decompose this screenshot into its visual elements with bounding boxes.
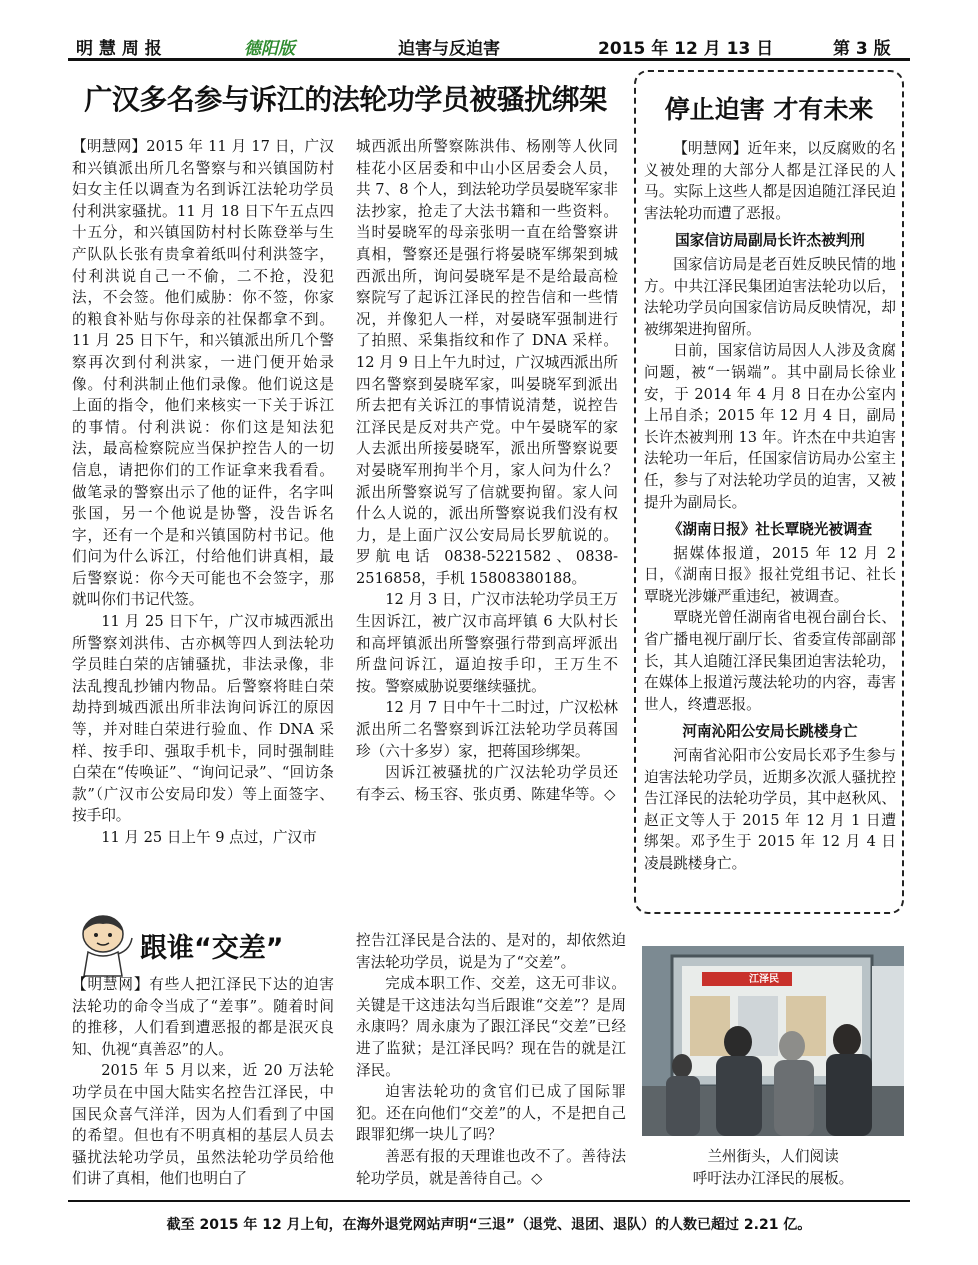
sidebar-paragraph: 国家信访局是老百姓反映民情的地方。中共江泽民集团迫害法轮功以后，法轮功学员向国家信访局反映情况，却被绑架进拘留所。 — [644, 255, 896, 338]
article2-paragraph: 完成本职工作、交差，这无可非议。关键是干这违法勾当后跟谁“交差”？是周永康吗？周永康为了跟江泽民“交差”已经进了监狱；是江泽民吗？现在告的就是江泽民。 — [356, 975, 626, 1079]
paper-name: 明 慧 周 报 — [76, 39, 162, 59]
page-header — [68, 28, 910, 61]
sidebar-paragraph: 河南省沁阳市公安局长邓予生参与迫害法轮功学员，近期多次派人骚扰控告江泽民的法轮功学员，其中赵秋风、赵正文等人于 2015 年 12 月 1 日遭绑架。邓予生于 2015 年 12 月 4 日凌晨跳楼身亡。 — [644, 747, 896, 872]
mascot-illustration — [70, 910, 136, 980]
sidebar-heading: 河南沁阳公安局长跳楼身亡 — [682, 723, 858, 741]
photo-board-title: 江泽民 — [749, 974, 779, 985]
issue-date: 2015 年 12 月 13 日 — [598, 39, 774, 59]
article2-paragraph: 2015 年 5 月以来，近 20 万法轮功学员在中国大陆实名控告江泽民，中国民众喜气洋洋，因为人们看到了中国的希望。但也有不明真相的基层人员去骚扰法轮功学员，虽然法轮功学员给他们讲了真相，他们也明白了 — [72, 1062, 334, 1188]
article2-paragraph: 迫害法轮功的贪官们已成了国际罪犯。还在向他们“交差”的人，不是把自己跟罪犯绑一块儿了吗？ — [356, 1083, 626, 1144]
sidebar-paragraph: 覃晓光曾任湖南省电视台副台长、省广播电视厅副厅长、省委宣传部副部长，其人追随江泽民集团迫害法轮功，在媒体上报道污蔑法轮功的内容，毒害世人，终遭恶报。 — [644, 609, 896, 713]
sidebar-heading: 国家信访局副局长许杰被判刑 — [675, 232, 865, 250]
street-photo — [642, 946, 904, 1136]
sidebar-paragraph: 据媒体报道，2015 年 12 月 2 日，《湖南日报》报社党组书记、社长覃晓光涉嫌严重违纪，被调查。 — [644, 544, 896, 605]
article2-paragraph: 控告江泽民是合法的、是对的，却依然迫害法轮功学员，说是为了“交差”。 — [356, 932, 626, 971]
article1-paragraph: 12 月 7 日中午十二时过，广汉松林派出所二名警察到诉江法轮功学员蒋国珍（六十多岁）家，把蒋国珍绑架。 — [356, 699, 618, 760]
article1-paragraph: 11 月 25 日下午，广汉市城西派出所警察刘洪伟、古亦枫等四人到法轮功学员眭白荣的店铺骚扰，非法录像，非法乱搜乱抄铺内物品。后警察将眭白荣劫持到城西派出所非法询问诉江的原因等，并对眭白荣进行验血、作 DNA 采样、按手印、强取手机卡，同时强制眭白荣在“传唤证”、“询问记录”、“回访条款”（广汉市公安局印发）等上面签字、按手印。 — [72, 613, 334, 825]
photo-caption — [642, 1146, 904, 1190]
article1-column-2 — [356, 136, 618, 805]
edition-label: 德阳版 — [244, 39, 295, 59]
article2-paragraph: 善恶有报的天理谁也改不了。善待法轮功学员，就是善待自己。◇ — [356, 1147, 626, 1187]
article2-column-2 — [356, 930, 626, 1189]
sidebar-box — [634, 70, 904, 914]
article1-paragraph: 12 月 3 日，广汉市法轮功学员王万生因诉江，被广汉市高坪镇 6 大队村长和高坪镇派出所警察强行带到高坪派出所盘问诉江，逼迫按手印，王万生不按。警察威胁说要继续骚扰。 — [356, 591, 618, 695]
page-footer: 截至 2015 年 12 月上旬，在海外退党网站声明“三退”（退党、退团、退队）的人数已超过 2.21 亿。 — [68, 1200, 910, 1234]
section-label: 迫害与反迫害 — [398, 39, 500, 59]
article1-column-1 — [72, 136, 334, 849]
sidebar-heading: 《湖南日报》社长覃晓光被调查 — [667, 521, 873, 539]
article1-paragraph: 因诉江被骚扰的广汉法轮功学员还有李云、杨玉容、张贞勇、陈建华等。◇ — [356, 764, 618, 803]
sidebar-paragraph: 日前，国家信访局因人人涉及贪腐问题，被“一锅端”。其中副局长徐业安，于 2014 年 4 月 8 日在办公室内上吊自杀；2015 年 12 月 4 日，副局长许杰被判刑 13 年。许杰在中共迫害法轮功一年后，任国家信访局办公室主任，参与了对法轮功学员的迫害，又被提升为副局长。 — [644, 342, 896, 511]
sidebar-intro: 【明慧网】近年来，以反腐败的名义被处理的大部分人都是江泽民的人马。实际上这些人都是因追随江泽民迫害法轮功而遭了恶报。 — [644, 140, 896, 222]
caption-line-1: 兰州街头，人们阅读 — [707, 1148, 839, 1165]
article1-paragraph: 11 月 25 日上午 9 点过，广汉市 — [101, 829, 317, 846]
article2-column-1 — [72, 974, 334, 1190]
article2-title: 跟谁“交差” — [140, 933, 284, 964]
page-number: 第 3 版 — [833, 39, 891, 59]
sidebar-body — [644, 138, 896, 875]
caption-line-2: 呼吁法办江泽民的展板。 — [692, 1170, 854, 1187]
article1-paragraph: 【明慧网】2015 年 11 月 17 日，广汉和兴镇派出所几名警察与和兴镇国防村妇女主任以调查为名到诉江法轮功学员付利洪家骚扰。11 月 18 日下午五点四十五分，和兴镇国防村村长陈登举与生产队队长张有贵拿着纸叫付利洪签字，付利洪说自己一不偷，二不抢，没犯法，不会签。他们威胁：你不签，你家的粮食补贴与你母亲的社保都拿不到。11 月 25 日下午，和兴镇派出所几个警察再次到付利洪家，一进门便开始录像。付利洪制止他们录像。他们说这是上面的指令，他们来核实一下关于诉江的事情。付利洪说：你们这是知法犯法，最高检察院应当保护控告人的一切信息，请把你们的工作证拿来我看看。做笔录的警察出示了他的证件，名字叫张国，另一个他说是协警，没告诉名字，还有一个是和兴镇国防村书记。他们问为什么诉江，付给他们讲真相，最后警察说：你今天可能也不会签字，那就叫你们书记代签。 — [72, 138, 334, 609]
article2-paragraph: 【明慧网】有些人把江泽民下达的迫害法轮功的命令当成了“差事”。随着时间的推移，人们看到遭恶报的都是泯灭良知、仇视“真善忍”的人。 — [72, 976, 334, 1058]
article1-paragraph: 城西派出所警察陈洪伟、杨刚等人伙同桂花小区居委和中山小区居委会人员，共 7、8 个人，到法轮功学员晏晓军家非法抄家，抢走了大法书籍和一些资料。当时晏晓军的母亲张明一直在给警察讲真相，警察还是强行将晏晓军绑架到城西派出所，询问晏晓军是不是给最高检察院写了起诉江泽民的控告信和一些情况，并像犯人一样，对晏晓军强制进行了拍照、采集指纹和作了 DNA 采样。12 月 9 日上午九时过，广汉城西派出所四名警察到晏晓军家，叫晏晓军到派出所去把有关诉江的事情说清楚，说控告江泽民是反对共产党。中午晏晓军的家人去派出所接晏晓军，派出所警察说要对晏晓军刑拘半个月，家人问为什么？派出所警察说写了信就要拘留。家人问什么人说的，派出所警察说我们没有权力，是上面广汉公安局局长罗航说的。罗航电话 0838-5221582、0838-2516858，手机 15808380188。 — [356, 138, 618, 587]
sidebar-title: 停止迫害 才有未来 — [664, 95, 874, 124]
article1-title: 广汉多名参与诉江的法轮功学员被骚扰绑架 — [84, 83, 607, 116]
